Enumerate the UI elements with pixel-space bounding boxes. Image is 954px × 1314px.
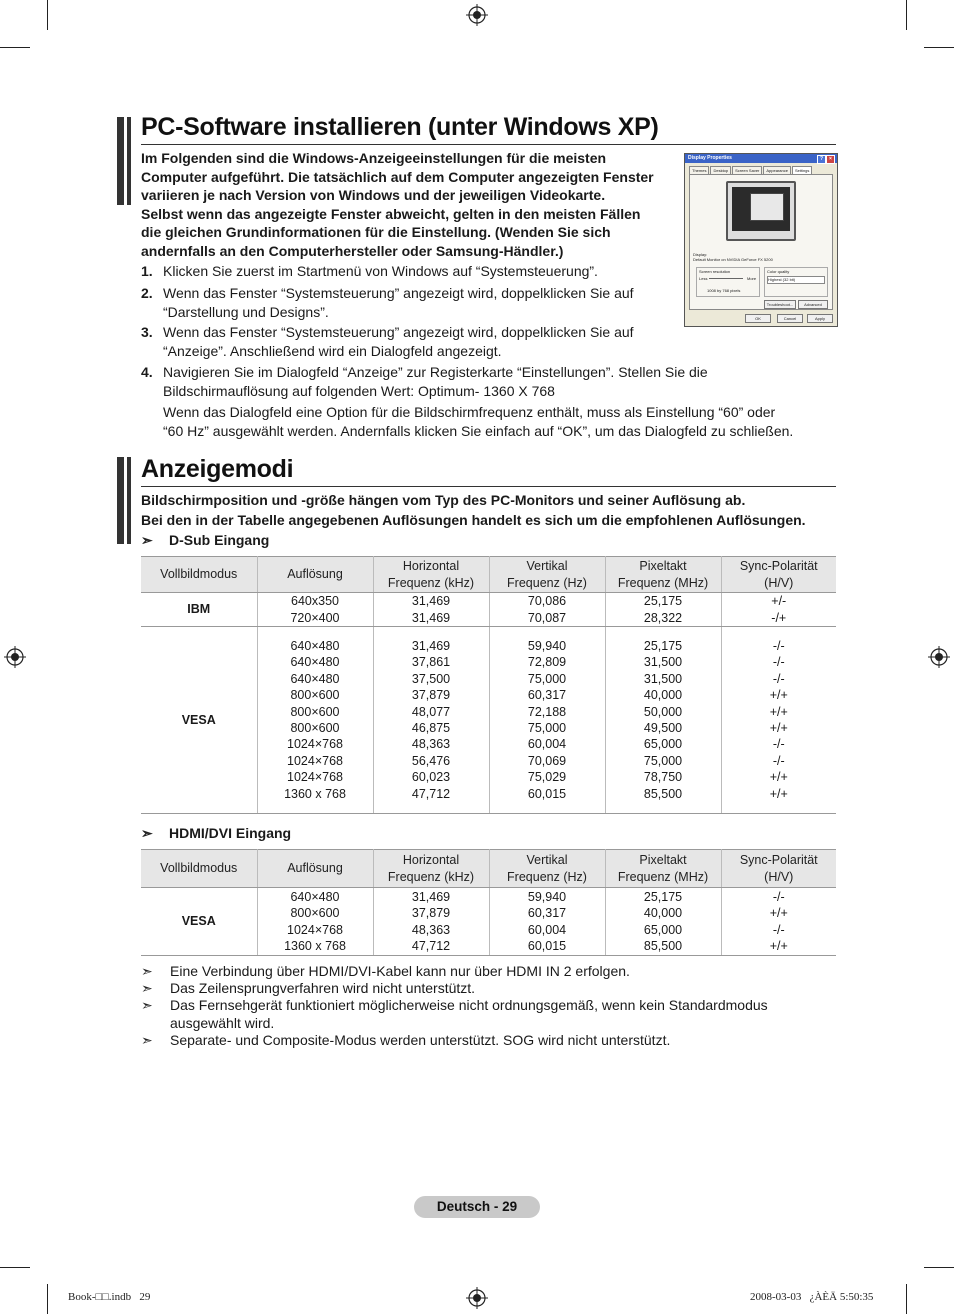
intro-line: Bildschirmposition und -größe hängen vom Typ des PC-Monitors und seiner Auflösung ab. <box>141 492 746 508</box>
cell-line: 65,000 <box>643 922 683 937</box>
cell-line: 70,069 <box>527 753 567 768</box>
note-text <box>170 997 831 1032</box>
cell-line: 48,363 <box>411 737 451 752</box>
resolution-label: Screen resolution <box>699 269 731 274</box>
dialog-tabs <box>689 166 833 174</box>
cell-line: 75,000 <box>527 671 567 686</box>
monitor-screen <box>732 187 790 231</box>
table-header-row <box>141 557 836 593</box>
apply-button[interactable]: Apply <box>807 314 833 323</box>
cell-line: 59,940 <box>527 889 567 904</box>
crop-mark <box>906 0 907 30</box>
cell-line: 60,317 <box>527 688 567 703</box>
cell-line: 800×600 <box>290 704 340 719</box>
cell-line: 31,500 <box>643 655 683 670</box>
cell-line: 72,188 <box>527 704 567 719</box>
col-header-mode: Vollbildmodus <box>141 557 257 593</box>
dsub-heading <box>141 532 269 549</box>
step-text: “Darstellung und Designs”. <box>163 303 329 320</box>
note-line: Das Fernsehgerät funktioniert möglicherweise nicht ordnungsgemäß, wenn kein Standardmodus <box>170 997 768 1013</box>
cell-line: 1024×768 <box>287 737 343 752</box>
cell-line: 37,879 <box>411 688 451 703</box>
step-number: 3. <box>141 324 153 340</box>
crop-mark <box>906 1284 907 1314</box>
ok-button[interactable]: OK <box>745 314 771 323</box>
display-value: Default Monitor on NVIDIA GeForce FX 5200 <box>693 257 773 262</box>
hfreq-cell <box>373 888 489 956</box>
col-header-pixel: Pixeltakt Frequenz (MHz) <box>605 557 721 593</box>
arrow-icon: ➣ <box>141 997 153 1013</box>
crop-mark <box>924 1267 954 1268</box>
troubleshoot-button[interactable]: Troubleshoot... <box>764 300 796 309</box>
step-text: Klicken Sie zuerst im Startmenü von Windows auf “Systemsteuerung”. <box>163 263 598 279</box>
settings-panel <box>689 174 833 310</box>
cell-line: +/+ <box>769 704 788 719</box>
col-header-res: Auflösung <box>257 557 373 593</box>
step-number: 2. <box>141 285 153 301</box>
tab-themes[interactable]: Themes <box>689 166 709 174</box>
table-header-row <box>141 850 836 888</box>
section-title: PC-Software installieren (unter Windows XP) <box>141 113 659 141</box>
cell-line: 37,861 <box>411 655 451 670</box>
cell-line: 75,000 <box>643 753 683 768</box>
cell-line: -/- <box>772 737 785 752</box>
cell-line: 60,004 <box>527 737 567 752</box>
note-line: “60 Hz” ausgewählt werden. Andernfalls klicken Sie einfach auf “OK”, um das Dialogfeld zu schließen. <box>163 422 794 439</box>
step-text: Wenn das Fenster “Systemsteuerung” angezeigt wird, doppelklicken Sie auf <box>163 324 634 340</box>
intro-line: Im Folgenden sind die Windows-Anzeigeeinstellungen für die meisten <box>141 150 607 166</box>
note-text: Eine Verbindung über HDMI/DVI-Kabel kann nur über HDMI IN 2 erfolgen. <box>170 963 630 979</box>
table-row <box>141 888 836 956</box>
sync-cell: +/- -/+ <box>721 593 836 627</box>
cell-line: 40,000 <box>643 906 683 921</box>
section-bar <box>117 117 131 205</box>
cell-line: 60,023 <box>411 770 451 785</box>
cell-line: -/- <box>772 655 785 670</box>
preview-window <box>750 193 784 221</box>
footer-stamp: 2008-03-03 ¿ÀÈÄ 5:50:35 <box>750 1291 874 1303</box>
intro-line: die gleichen Grundinformationen für die Einstellung. (Wenden Sie sich <box>141 224 611 241</box>
cell-line: 640×480 <box>290 889 340 904</box>
display-properties-dialog <box>684 153 838 327</box>
resolution-value: 1008 by 768 pixels <box>707 288 741 293</box>
intro-line: variieren je nach Version von Windows und der jeweiligen Videokarte. <box>141 187 606 204</box>
col-header-hfreq: Horizontal Frequenz (kHz) <box>373 557 489 593</box>
pixel-cell <box>605 888 721 956</box>
registration-mark-icon <box>466 1287 488 1309</box>
pixel-cell: 25,175 28,322 <box>605 593 721 627</box>
cell-line: -/- <box>772 889 785 904</box>
tab-screen-saver[interactable]: Screen Saver <box>732 166 762 174</box>
col-header-sync: Sync-Polarität (H/V) <box>721 850 836 888</box>
registration-mark-icon <box>466 4 488 26</box>
col-header-vfreq: Vertikal Frequenz (Hz) <box>489 557 605 593</box>
cell-line: 50,000 <box>643 704 683 719</box>
cell-line: 800×600 <box>290 688 340 703</box>
cell-line: +/+ <box>769 938 788 953</box>
arrow-icon: ➣ <box>141 825 153 841</box>
cell-line: 31,500 <box>643 671 683 686</box>
arrow-icon: ➣ <box>141 980 153 996</box>
crop-mark <box>924 47 954 48</box>
cell-line: 640×480 <box>290 638 340 653</box>
display-label: Display: <box>693 252 708 257</box>
note-line: Wenn das Dialogfeld eine Option für die Bildschirmfrequenz enthält, muss als Einstellung “60” oder <box>163 404 776 420</box>
crop-mark <box>0 47 30 48</box>
intro-line: Selbst wenn das angezeigte Fenster abweicht, gelten in den meisten Fällen <box>141 205 641 222</box>
col-header-hfreq: Horizontal Frequenz (kHz) <box>373 850 489 888</box>
cell-line: +/+ <box>769 721 788 735</box>
color-label: Color quality <box>767 269 790 274</box>
crop-mark <box>47 1284 48 1314</box>
cell-line: 640×480 <box>290 671 340 686</box>
cell-line: -/- <box>772 671 785 686</box>
cell-line: 85,500 <box>643 938 683 953</box>
note-line: ausgewählt wird. <box>170 1014 275 1031</box>
vfreq-cell: 70,086 70,087 <box>489 593 605 627</box>
cell-line: 37,879 <box>411 906 451 921</box>
footer-file: Book-□□.indb 29 <box>68 1291 151 1303</box>
cell-line: 75,000 <box>527 721 567 735</box>
tab-settings[interactable]: Settings <box>792 166 812 174</box>
cell-line: 31,469 <box>411 889 451 904</box>
cell-line: 60,317 <box>527 906 567 921</box>
cell-line: 56,476 <box>411 753 451 768</box>
table-row <box>141 593 836 627</box>
tab-desktop[interactable]: Desktop <box>710 166 731 174</box>
sync-cell <box>721 627 836 814</box>
section-intro <box>141 149 681 261</box>
cell-line: 1024×768 <box>287 770 343 785</box>
cell-line: 800×600 <box>290 906 340 921</box>
section-title: Anzeigemodi <box>141 455 294 483</box>
hfreq-cell: 31,469 31,469 <box>373 593 489 627</box>
cell-line: 60,015 <box>527 786 567 801</box>
cancel-button[interactable]: Cancel <box>777 314 803 323</box>
table-row <box>141 627 836 814</box>
arrow-icon: ➣ <box>141 532 153 548</box>
cell-line: -/- <box>772 638 785 653</box>
intro-line: Bei den in der Tabelle angegebenen Auflösungen handelt es sich um die empfohlenen Auflösungen. <box>141 512 806 528</box>
dialog-title: Display Properties <box>688 155 732 161</box>
step-text: Bildschirmauflösung auf folgenden Wert: Optimum- 1360 X 768 <box>163 382 555 399</box>
cell-line: 800×600 <box>290 721 340 735</box>
cell-line: 85,500 <box>643 786 683 801</box>
cell-line: 48,363 <box>411 922 451 937</box>
cell-line: +/+ <box>769 786 788 801</box>
cell-line: +/+ <box>769 770 788 785</box>
cell-line: 47,712 <box>411 786 451 801</box>
section-rule <box>141 486 836 487</box>
less-label: Less <box>699 276 708 281</box>
crop-mark <box>47 0 48 30</box>
sync-cell <box>721 888 836 956</box>
mode-cell: IBM <box>141 593 257 627</box>
dialog-titlebar <box>685 154 837 163</box>
monitor-icon <box>726 181 796 241</box>
cell-line: -/- <box>772 753 785 768</box>
cell-line: 1360 x 768 <box>284 786 346 801</box>
help-icon[interactable]: ? <box>817 155 826 164</box>
note-text: Separate- und Composite-Modus werden unterstützt. SOG wird nicht unterstützt. <box>170 1032 671 1048</box>
hdmi-label: HDMI/DVI Eingang <box>169 825 292 841</box>
step-text: Navigieren Sie im Dialogfeld “Anzeige” zur Registerkarte “Einstellungen”. Stellen Sie die <box>163 364 708 380</box>
col-header-res: Auflösung <box>257 850 373 888</box>
cell-line: 25,175 <box>643 638 683 653</box>
cell-line: 1360 x 768 <box>284 938 346 953</box>
color-group <box>764 267 828 297</box>
hdmi-table <box>141 849 836 956</box>
cell-line: 1024×768 <box>287 922 343 937</box>
cell-line: 46,875 <box>411 721 451 735</box>
mode-cell: VESA <box>141 888 257 956</box>
cell-line: 47,712 <box>411 938 451 953</box>
cell-line: +/+ <box>769 688 788 703</box>
vfreq-cell <box>489 627 605 814</box>
cell-line: 37,500 <box>411 671 451 686</box>
dsub-label: D-Sub Eingang <box>169 532 270 548</box>
color-value: Highest (32 bit) <box>768 277 796 282</box>
arrow-icon: ➣ <box>141 1032 153 1048</box>
cell-line: 60,004 <box>527 922 567 937</box>
cell-line: 1024×768 <box>287 753 343 768</box>
col-header-sync: Sync-Polarität (H/V) <box>721 557 836 593</box>
cell-line: 48,077 <box>411 704 451 719</box>
close-icon[interactable]: × <box>826 155 835 164</box>
res-cell <box>257 888 373 956</box>
col-header-mode: Vollbildmodus <box>141 850 257 888</box>
resolution-group <box>696 267 760 297</box>
pixel-cell <box>605 627 721 814</box>
res-cell <box>257 627 373 814</box>
cell-line: 40,000 <box>643 688 683 703</box>
page-number-badge: Deutsch - 29 <box>414 1196 540 1218</box>
cell-line: -/- <box>772 922 785 937</box>
crop-mark <box>0 1267 30 1268</box>
step-number: 4. <box>141 364 153 380</box>
cell-line: 65,000 <box>643 737 683 752</box>
step-text: Wenn das Fenster “Systemsteuerung” angezeigt wird, doppelklicken Sie auf <box>163 285 634 301</box>
registration-mark-icon <box>928 646 950 668</box>
section-intro <box>141 491 806 530</box>
note-text: Das Zeilensprungverfahren wird nicht unterstützt. <box>170 980 476 996</box>
vfreq-cell <box>489 888 605 956</box>
hdmi-heading <box>141 825 291 842</box>
hfreq-cell <box>373 627 489 814</box>
arrow-icon: ➣ <box>141 963 153 979</box>
cell-line: 72,809 <box>527 655 567 670</box>
cell-line: 59,940 <box>527 638 567 653</box>
dsub-table <box>141 556 836 814</box>
intro-line: andernfalls an den Computerhersteller oder Samsung-Händler.) <box>141 242 564 259</box>
res-cell: 640x350 720×400 <box>257 593 373 627</box>
step-text: “Anzeige”. Anschließend wird ein Dialogfeld angezeigt. <box>163 342 502 359</box>
col-header-vfreq: Vertikal Frequenz (Hz) <box>489 850 605 888</box>
step-4-note <box>163 403 793 440</box>
mode-cell: VESA <box>141 627 257 814</box>
advanced-button[interactable]: Advanced <box>798 300 828 309</box>
color-select[interactable] <box>767 276 825 284</box>
intro-line: Computer aufgeführt. Die tatsächlich auf dem Computer angezeigten Fenster <box>141 168 654 185</box>
cell-line: 25,175 <box>643 889 683 904</box>
section-rule <box>141 144 836 145</box>
section-bar <box>117 457 131 544</box>
cell-line: 49,500 <box>643 721 683 735</box>
cell-line: 60,015 <box>527 938 567 953</box>
cell-line: +/+ <box>769 906 788 921</box>
resolution-slider[interactable] <box>709 278 743 279</box>
cell-line: 31,469 <box>411 638 451 653</box>
cell-line: 640×480 <box>290 655 340 670</box>
registration-mark-icon <box>4 646 26 668</box>
cell-line: 78,750 <box>643 770 683 785</box>
col-header-pixel: Pixeltakt Frequenz (MHz) <box>605 850 721 888</box>
tab-appearance[interactable]: Appearance <box>763 166 791 174</box>
cell-line: 75,029 <box>527 770 567 785</box>
step-number: 1. <box>141 263 153 279</box>
more-label: More <box>747 276 757 281</box>
